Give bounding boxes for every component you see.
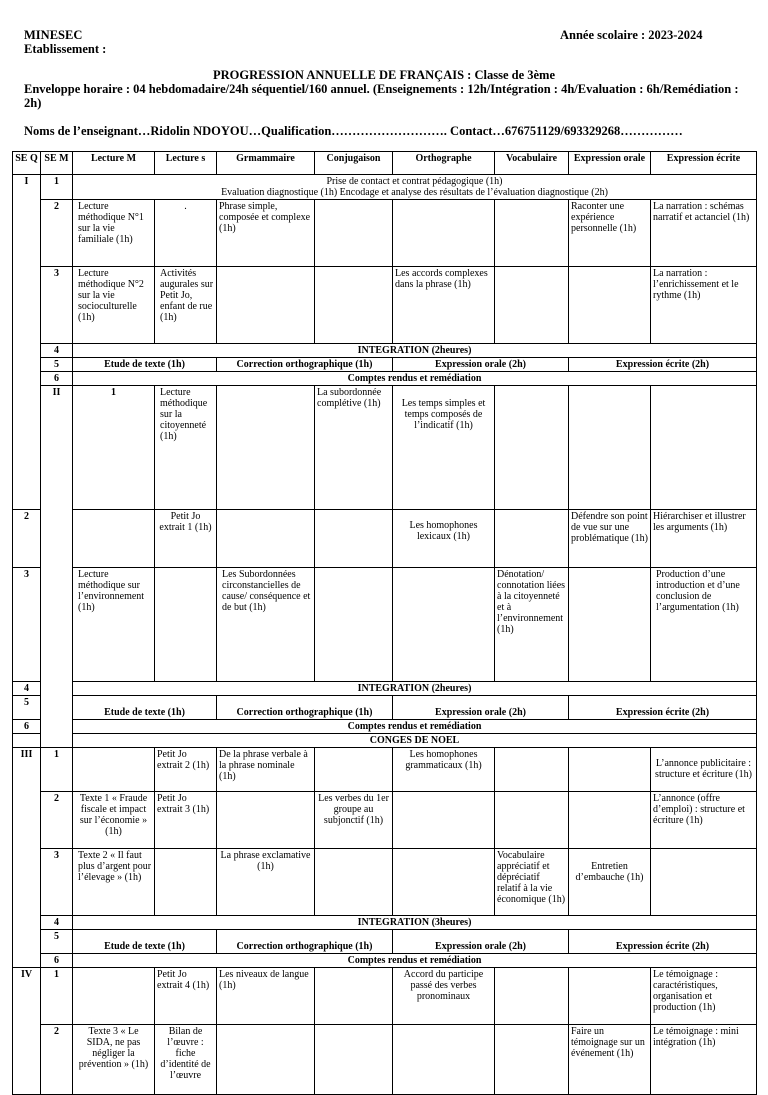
week-number: 2 (41, 1025, 73, 1095)
cell-orthographe (393, 792, 495, 849)
col-header-seq: SE Q (13, 152, 41, 175)
week-number (13, 734, 41, 748)
school-label: Etablissement : (24, 42, 107, 56)
cell-grammaire: Les Subordonnées circonstancielles de cause/ conséquence et de but (1h) (217, 568, 315, 682)
cell-lecture-m (73, 968, 155, 1025)
cell-orthographe (393, 1025, 495, 1095)
expression-orale-cell: Expression orale (2h) (393, 358, 569, 372)
table-row (13, 267, 757, 344)
expression-orale-cell: Expression orale (2h) (393, 696, 569, 720)
correction-cell: Correction orthographique (1h) (217, 930, 393, 954)
cell-lecture-m (73, 510, 155, 568)
sequence-label: III (13, 748, 41, 968)
cell-expression-orale (569, 792, 651, 849)
cell-conjugaison: Les verbes du 1er groupe au subjonctif (1h) (315, 792, 393, 849)
col-header-expression-ecrite: Expression écrite (651, 152, 757, 175)
cell-lecture-s (155, 849, 217, 916)
cell-grammaire (217, 1025, 315, 1095)
cell-expression-ecrite: L’annonce (offre d’emploi) : structure et écriture (1h) (651, 792, 757, 849)
school-year: Année scolaire : 2023-2024 (560, 28, 703, 42)
col-header-lecture-s: Lecture s (155, 152, 217, 175)
cell-vocabulaire: Dénotation/ connotation liées à la citoyenneté et à l’environnement (1h) (495, 568, 569, 682)
week-number: 2 (13, 510, 41, 568)
cell-conjugaison (315, 748, 393, 792)
table-row (13, 720, 757, 734)
cell-orthographe: Les homophones lexicaux (1h) (393, 510, 495, 568)
cell-orthographe (393, 849, 495, 916)
week-number: 4 (13, 682, 41, 696)
cell-expression-orale (569, 568, 651, 682)
table-row (13, 916, 757, 930)
week-number: 6 (41, 954, 73, 968)
remediation-cell: Comptes rendus et remédiation (73, 720, 757, 734)
week-number: 4 (41, 916, 73, 930)
cell-lecture-s: Activités augurales sur Petit Jo, enfant de rue (1h) (155, 267, 217, 344)
cell-conjugaison: Les temps simples et temps composés de l’indicatif (1h) (393, 386, 495, 510)
cell-vocabulaire (495, 792, 569, 849)
week-number: 6 (13, 720, 41, 734)
cell-grammaire: De la phrase verbale à la phrase nominale (1h) (217, 748, 315, 792)
col-header-week: SE M (41, 152, 73, 175)
cell-lecture-s: Petit Jo extrait 4 (1h) (155, 968, 217, 1025)
cell-lecture-m: Lecture méthodique N°1 sur la vie familiale (1h) (73, 200, 155, 267)
cell-grammaire (217, 510, 315, 568)
cell-expression-ecrite: Hiérarchiser et illustrer les arguments (1h) (651, 510, 757, 568)
table-row (13, 344, 757, 358)
cell-grammaire (217, 267, 315, 344)
integration-cell: INTEGRATION (2heures) (73, 682, 757, 696)
table-row (13, 568, 757, 682)
cell-vocabulaire (495, 1025, 569, 1095)
cell-lecture-m: Texte 3 « Le SIDA, ne pas négliger la prévention » (1h) (73, 1025, 155, 1095)
cell-lecture-s: . (155, 200, 217, 267)
cell-grammaire: La phrase exclamative (1h) (217, 849, 315, 916)
table-row (13, 682, 757, 696)
table-row (13, 930, 757, 954)
week-number: 6 (41, 372, 73, 386)
expression-ecrite-cell: Expression écrite (2h) (569, 930, 757, 954)
week-number: 2 (41, 792, 73, 849)
table-row (13, 200, 757, 267)
cell-orthographe: Les accords complexes dans la phrase (1h) (393, 267, 495, 344)
week-number: 3 (41, 267, 73, 344)
cell-orthographe (495, 386, 569, 510)
col-header-expression-orale: Expression orale (569, 152, 651, 175)
cell-expression-ecrite: Production d’une introduction et d’une conclusion de l’argumentation (1h) (651, 568, 757, 682)
cell-expression-orale (651, 386, 757, 510)
cell-expression-ecrite: La narration : l’enrichissement et le rythme (1h) (651, 267, 757, 344)
etude-texte-cell: Etude de texte (1h) (73, 358, 217, 372)
cell-grammaire (217, 792, 315, 849)
week-number: 3 (41, 849, 73, 916)
week-number: 5 (41, 358, 73, 372)
col-header-vocabulaire: Vocabulaire (495, 152, 569, 175)
cell-lecture-s: Petit Jo extrait 3 (1h) (155, 792, 217, 849)
cell-orthographe: Les homophones grammaticaux (1h) (393, 748, 495, 792)
table-row (13, 372, 757, 386)
etude-texte-cell: Etude de texte (1h) (73, 930, 217, 954)
cell-expression-orale: Entretien d’embauche (1h) (569, 849, 651, 916)
table-row (13, 510, 757, 568)
week-number: 3 (13, 568, 41, 682)
col-header-lecture-m: Lecture M (73, 152, 155, 175)
cell-lecture-s: Bilan de l’œuvre : fiche d’identité de l’œuvre (155, 1025, 217, 1095)
cell-expression-ecrite: La narration : schémas narratif et actanciel (1h) (651, 200, 757, 267)
cell-vocabulaire (495, 510, 569, 568)
table-row (13, 849, 757, 916)
diagnostic-text: Evaluation diagnostique (1h) Encodage et analyse des résultats de l’évaluation diagnostique (2h) (221, 187, 608, 198)
cell-expression-ecrite (651, 849, 757, 916)
cell-conjugaison (315, 568, 393, 682)
cell-conjugaison (315, 200, 393, 267)
expression-ecrite-cell: Expression écrite (2h) (569, 358, 757, 372)
cell-conjugaison (315, 510, 393, 568)
cell-expression-orale (569, 267, 651, 344)
table-row (13, 1025, 757, 1095)
week-number: 5 (41, 930, 73, 954)
sequence-label: IV (13, 968, 41, 1095)
cell-lecture-m: Lecture méthodique N°2 sur la vie socioculturelle (1h) (73, 267, 155, 344)
cell-expression-orale (569, 748, 651, 792)
progression-table (12, 151, 757, 1095)
cell-conjugaison (315, 849, 393, 916)
cell-vocabulaire (495, 968, 569, 1025)
remediation-cell: Comptes rendus et remédiation (73, 372, 757, 386)
cell-vocabulaire: Vocabulaire appréciatif et dépréciatif relatif à la vie économique (1h) (495, 849, 569, 916)
table-row (13, 175, 757, 200)
week-number: 1 (41, 968, 73, 1025)
table-row (13, 696, 757, 720)
holiday-cell: CONGES DE NOEL (73, 734, 757, 748)
cell-expression-orale: Faire un témoignage sur un événement (1h) (569, 1025, 651, 1095)
cell-expression-ecrite: Le témoignage : caractéristiques, organisation et production (1h) (651, 968, 757, 1025)
cell-vocabulaire (495, 267, 569, 344)
week-number: 1 (73, 386, 155, 510)
expression-orale-cell: Expression orale (2h) (393, 930, 569, 954)
expression-ecrite-cell: Expression écrite (2h) (569, 696, 757, 720)
col-header-orthographe: Orthographe (393, 152, 495, 175)
cell-conjugaison (315, 968, 393, 1025)
cell-orthographe (393, 568, 495, 682)
cell-expression-ecrite: L’annonce publicitaire : structure et écriture (1h) (651, 748, 757, 792)
cell-lecture-s: Petit Jo extrait 1 (1h) (155, 510, 217, 568)
cell-vocabulaire (569, 386, 651, 510)
table-row (13, 748, 757, 792)
cell-grammaire: Phrase simple, composée et complexe (1h) (217, 200, 315, 267)
col-header-grammaire: Grmammaire (217, 152, 315, 175)
cell-lecture-s (155, 568, 217, 682)
cell-expression-ecrite: Le témoignage : mini intégration (1h) (651, 1025, 757, 1095)
cell-lecture-m: Lecture méthodique sur l’environnement (1h) (73, 568, 155, 682)
cell-lecture-s: Petit Jo extrait 2 (1h) (155, 748, 217, 792)
cell-lecture-m: Texte 2 « Il faut plus d’argent pour l’élevage » (1h) (73, 849, 155, 916)
correction-cell: Correction orthographique (1h) (217, 358, 393, 372)
cell-orthographe (393, 200, 495, 267)
cell-expression-orale: Raconter une expérience personnelle (1h) (569, 200, 651, 267)
correction-cell: Correction orthographique (1h) (217, 696, 393, 720)
cell-lecture-m: Lecture méthodique sur la citoyenneté (1h) (155, 386, 217, 510)
cell-conjugaison (315, 1025, 393, 1095)
cell-lecture-s (217, 386, 315, 510)
cell-vocabulaire (495, 748, 569, 792)
sequence-label: I (13, 175, 41, 510)
cell-expression-orale: Défendre son point de vue sur une problématique (1h) (569, 510, 651, 568)
col-header-conjugaison: Conjugaison (315, 152, 393, 175)
cell-vocabulaire (495, 200, 569, 267)
cell-lecture-m: Texte 1 « Fraude fiscale et impact sur l’économie » (1h) (73, 792, 155, 849)
table-row (13, 358, 757, 372)
header-row (13, 152, 757, 175)
cell-conjugaison (315, 267, 393, 344)
org-label: MINESEC (24, 28, 83, 42)
remediation-cell: Comptes rendus et remédiation (73, 954, 757, 968)
cell-grammaire: Les niveaux de langue (1h) (217, 968, 315, 1025)
etude-texte-cell: Etude de texte (1h) (73, 696, 217, 720)
week-number: 5 (13, 696, 41, 720)
cell-lecture-m (73, 748, 155, 792)
table-row (13, 386, 757, 510)
week-merged-cell (73, 175, 757, 200)
week-number: 2 (41, 200, 73, 267)
sequence-label: II (41, 386, 73, 748)
table-row (13, 954, 757, 968)
week-number: 4 (41, 344, 73, 358)
table-row (13, 792, 757, 849)
cell-expression-orale (569, 968, 651, 1025)
week-number: 1 (41, 748, 73, 792)
integration-cell: INTEGRATION (3heures) (73, 916, 757, 930)
hours-envelope: Enveloppe horaire : 04 hebdomadaire/24h séquentiel/160 annuel. (Enseignements : 12h/Intégration : 4h/Evaluation : 6h/Remédiation : 2h) (24, 82, 739, 110)
integration-cell: INTEGRATION (2heures) (73, 344, 757, 358)
week-number: 1 (41, 175, 73, 200)
document-title: PROGRESSION ANNUELLE DE FRANÇAIS : Classe de 3ème (212, 68, 556, 82)
cell-grammaire: La subordonnée complétive (1h) (315, 386, 393, 510)
cell-orthographe: Accord du participe passé des verbes pronominaux (393, 968, 495, 1025)
table-row (13, 734, 757, 748)
contract-text: Prise de contact et contrat pédagogique (1h) (326, 176, 503, 187)
teacher-info: Noms de l’enseignant…Ridolin NDOYOU…Qualification………………………. Contact…676751129/693329268…………… (24, 124, 683, 138)
table-row (13, 968, 757, 1025)
